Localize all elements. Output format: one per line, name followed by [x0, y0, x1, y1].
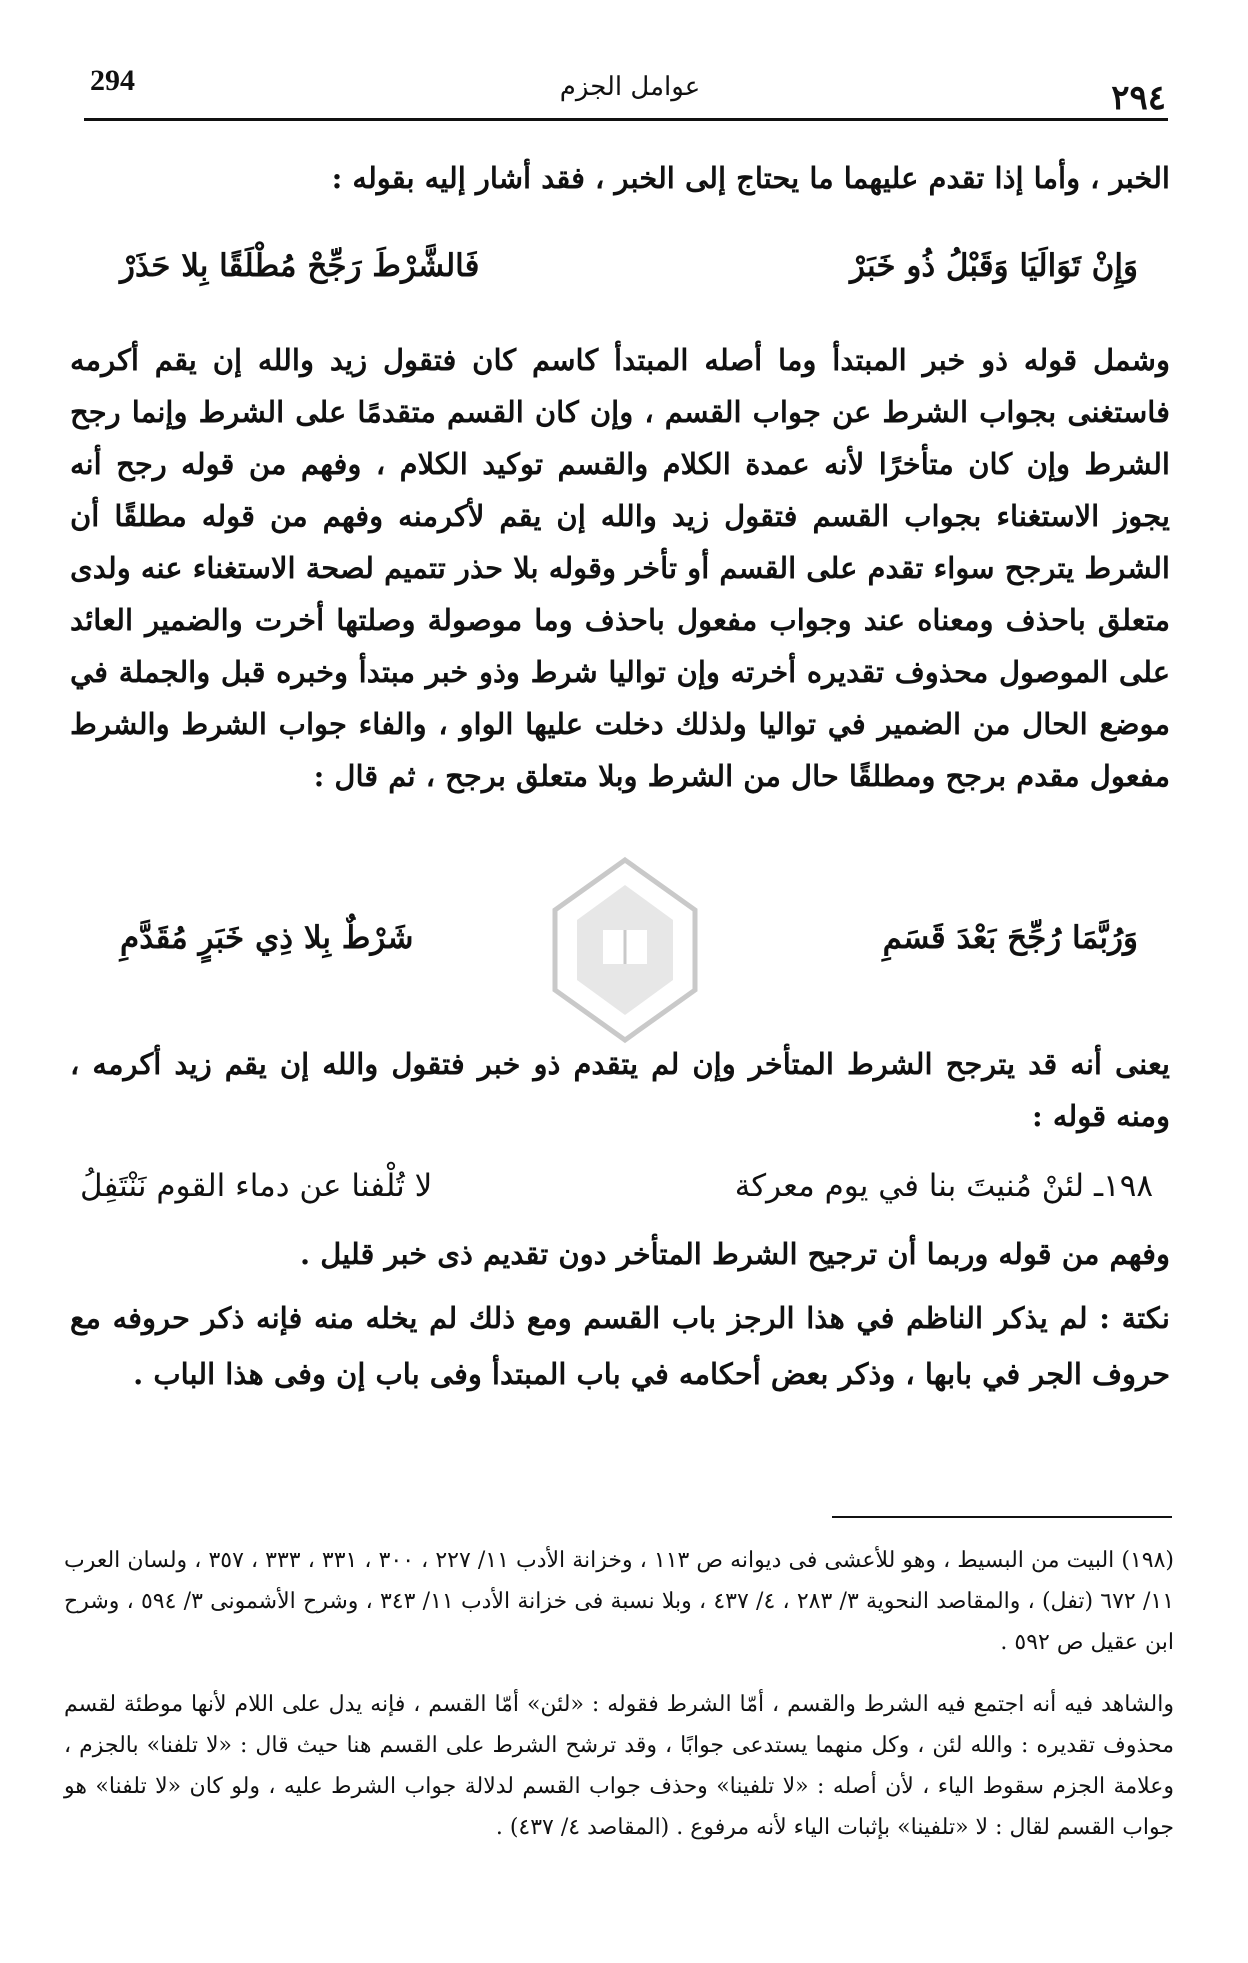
- page-number-arabic: ٢٩٤: [1111, 78, 1166, 118]
- verse-1-second-hemistich: فَالشَّرْطَ رَجِّحْ مُطْلَقًا بِلا حَذَرْ: [120, 248, 480, 284]
- footnote-source: (١٩٨) البيت من البسيط ، وهو للأعشى فى ديوانه ص ١١٣ ، وخزانة الأدب ١١/ ٢٢٧ ، ٣٠٠ ، ٣٣١ ، ٣٣٣ ، ٣٥٧ ، ولسان العرب ١١/ ٦٧٢ (تفل) ، والمقاصد النحوية ٣/ ٢٨٣ ، ٤/ ٤٣٧ ، وبلا نسبة فى خزانة الأدب ١١/ ٣٤٣ ، وشرح الأشمونى ٣/ ٥٩٤ ، وشرح ابن عقيل ص ٥٩٢ .: [64, 1548, 1175, 1655]
- running-title: عوامل الجزم: [559, 72, 701, 102]
- verse-1-first-hemistich: وَإِنْ تَوَالَيَا وَقَبْلُ ذُو خَبَرْ: [849, 248, 1138, 284]
- commentary-3: وفهم من قوله وربما أن ترجيح الشرط المتأخر دون تقديم ذى خبر قليل .: [300, 1237, 1170, 1271]
- footnote-evidence: والشاهد فيه أنه اجتمع فيه الشرط والقسم ، أمّا الشرط فقوله : «لئن» أمّا القسم ، فإنه يدل على اللام لأنها موطئة لقسم محذوف تقديره : والله لئن ، وكل منهما يستدعى جوابًا ، وقد ترشح الشرط على القسم هنا حيث قال : «لا تلفنا» بالجزم ، وعلامة الجزم سقوط الياء ، لأن أصله : «لا تلفينا» وحذف جواب القسم لدلالة جواب الشرط عليه ، ولو كان «لا تلفنا» هو جواب القسم لقال : لا «تلفينا» بإثبات الياء لأنه مرفوع . (المقاصد ٤/ ٤٣٧) .: [64, 1692, 1174, 1840]
- verse-2-second-hemistich: شَرْطٌ بِلا ذِي خَبَرٍ مُقَدَّمِ: [120, 920, 414, 956]
- verse-2-first-hemistich: وَرُبَّمَا رُجِّحَ بَعْدَ قَسَمِ: [882, 920, 1138, 956]
- footnote-rule: [832, 1516, 1172, 1518]
- commentary-2: يعنى أنه قد يترجح الشرط المتأخر وإن لم يتقدم ذو خبر فتقول والله إن يقم زيد أكرمه ، ومنه قوله :: [70, 1047, 1170, 1133]
- verse-3-first-hemistich: ١٩٨ـ لئنْ مُنيتَ بنا في يوم معركة: [734, 1168, 1153, 1204]
- verse-3-second-hemistich: لا تُلْفنا عن دماء القوم نَنْتَفِلُ: [80, 1168, 433, 1204]
- verse-3: [80, 1168, 1153, 1204]
- verse-2: [120, 920, 1138, 956]
- verse-number: ١٩٨ـ: [1093, 1168, 1153, 1204]
- header-rule: [84, 118, 1168, 121]
- verse-1: [120, 248, 1138, 284]
- note-paragraph: نكتة : لم يذكر الناظم في هذا الرجز باب القسم ومع ذلك لم يخله منه فإنه ذكر حروفه مع حروف الجر في بابها ، وذكر بعض أحكامه في باب المبتدأ وفى باب إن وفى هذا الباب .: [70, 1301, 1170, 1391]
- intro-line: الخبر ، وأما إذا تقدم عليهما ما يحتاج إلى الخبر ، فقد أشار إليه بقوله :: [331, 161, 1170, 195]
- commentary-1: وشمل قوله ذو خبر المبتدأ وما أصله المبتدأ كاسم كان فتقول زيد والله إن يقم أكرمه فاستغنى بجواب الشرط عن جواب القسم ، وإن كان القسم متقدمًا على الشرط وإنما رجح الشرط وإن كان متأخرًا لأنه عمدة الكلام والقسم توكيد الكلام ، وفهم من قوله رجح أنه يجوز الاستغناء بجواب القسم فتقول زيد والله إن يقم لأكرمنه وفهم من قوله مطلقًا أن الشرط يترجح سواء تقدم على القسم أو تأخر وقوله بلا حذر تتميم لصحة الاستغناء عنه ولدى متعلق باحذف ومعناه عند وجواب مفعول باحذف وما موصولة وصلتها أخرت والضمير العائد على الموصول محذوف تقديره أخرته وإن تواليا شرط وذو خبر مبتدأ وخبره قبل والجملة في موضع الحال من الضمير في تواليا ولذلك دخلت عليها الواو ، والفاء جواب الشرط والشرط مفعول مقدم برجح ومطلقًا حال من الشرط وبلا متعلق برجح ، ثم قال :: [70, 343, 1170, 793]
- page-number-latin: 294: [90, 64, 135, 97]
